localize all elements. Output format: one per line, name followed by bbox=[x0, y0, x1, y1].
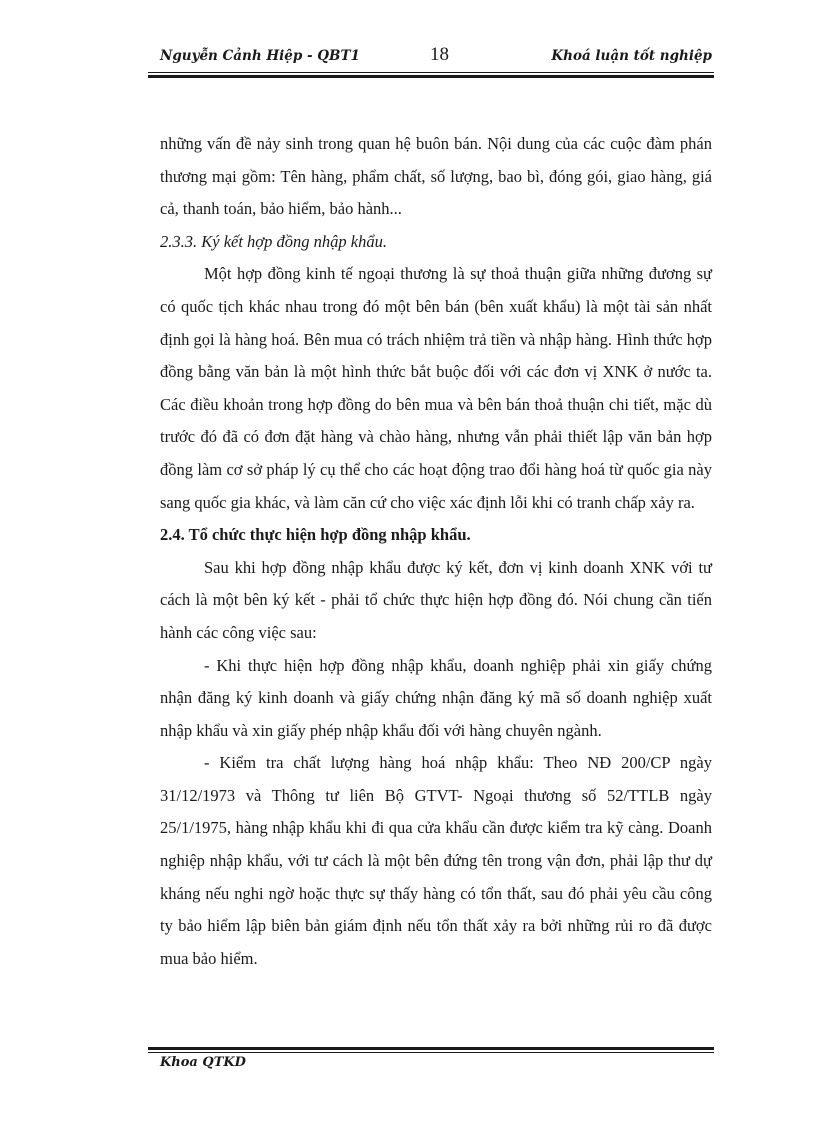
paragraph-negotiation-content: những vấn đề nảy sinh trong quan hệ buôn bán. Nội dung của các cuộc đàm phán thương mại gồm: Tên hàng, phẩm chất, số lượng, bao bì, đóng gói, giao hàng, giá cả, thanh toán, bảo hiểm, bảo hành... bbox=[160, 134, 712, 219]
header-author: Nguyễn Cảnh Hiệp - QBT1 bbox=[160, 48, 360, 64]
page-header bbox=[160, 42, 712, 72]
paragraph-contract-execution: Sau khi hợp đồng nhập khẩu được ký kết, đơn vị kinh doanh XNK với tư cách là một bên ký kết - phải tổ chức thực hiện hợp đồng đó. Nói chung cần tiến hành các công việc sau: bbox=[160, 557, 712, 642]
footer-rule-thick bbox=[148, 1047, 714, 1050]
paragraph-quality-inspection: - Kiểm tra chất lượng hàng hoá nhập khẩu: Theo NĐ 200/CP ngày 31/12/1973 và Thông tư liên Bộ GTVT- Ngoại thương số 52/TTLB ngày 25/1/1975, hàng nhập khẩu khi đi qua cửa khẩu cần được kiểm tra kỹ càng. Doanh nghiệp nhập khẩu, với tư cách là một bên đứng tên trong vận đơn, phải lập thư dự kháng nếu nghi ngờ hoặc thực sự thấy hàng có tổn thất, sau đó phải yêu cầu công ty bảo hiểm lập biên bản giám định nếu tổn thất xảy ra bởi những rủi ro đã được mua bảo hiểm. bbox=[160, 753, 712, 968]
footer-faculty: Khoa QTKD bbox=[160, 1055, 246, 1070]
page-body bbox=[160, 128, 712, 975]
subsection-heading: 2.3.3. Ký kết hợp đồng nhập khẩu. bbox=[160, 231, 387, 251]
header-rule-thick bbox=[148, 75, 714, 78]
footer-rule-thin bbox=[148, 1052, 714, 1053]
header-rule-thin bbox=[148, 72, 714, 73]
paragraph-contract-definition: Một hợp đồng kinh tế ngoại thương là sự thoả thuận giữa những đương sự có quốc tịch khác nhau trong đó một bên bán (bên xuất khẩu) là một tài sản nhất định gọi là hàng hoá. Bên mua có trách nhiệm trả tiền và nhập hàng. Hình thức hợp đồng bằng văn bản là một hình thức bắt buộc đối với các đơn vị XNK ở nước ta. Các điều khoản trong hợp đồng do bên mua và bên bán thoả thuận chi tiết, mặc dù trước đó đã có đơn đặt hàng và chào hàng, nhưng vẫn phải thiết lập văn bản hợp đồng làm cơ sở pháp lý cụ thể cho các hoạt động trao đổi hàng hoá từ quốc gia này sang quốc gia khác, và làm căn cứ cho việc xác định lỗi khi có tranh chấp xảy ra. bbox=[160, 264, 712, 512]
paragraph-business-license: - Khi thực hiện hợp đồng nhập khẩu, doanh nghiệp phải xin giấy chứng nhận đăng ký kinh doanh và giấy chứng nhận đăng ký mã số doanh nghiệp xuất nhập khẩu và xin giấy phép nhập khẩu đối với hàng chuyên ngành. bbox=[160, 655, 712, 740]
section-heading: 2.4. Tổ chức thực hiện hợp đồng nhập khẩu. bbox=[160, 525, 471, 545]
header-doc-type: Khoá luận tốt nghiệp bbox=[551, 48, 712, 64]
page-number: 18 bbox=[430, 44, 449, 65]
